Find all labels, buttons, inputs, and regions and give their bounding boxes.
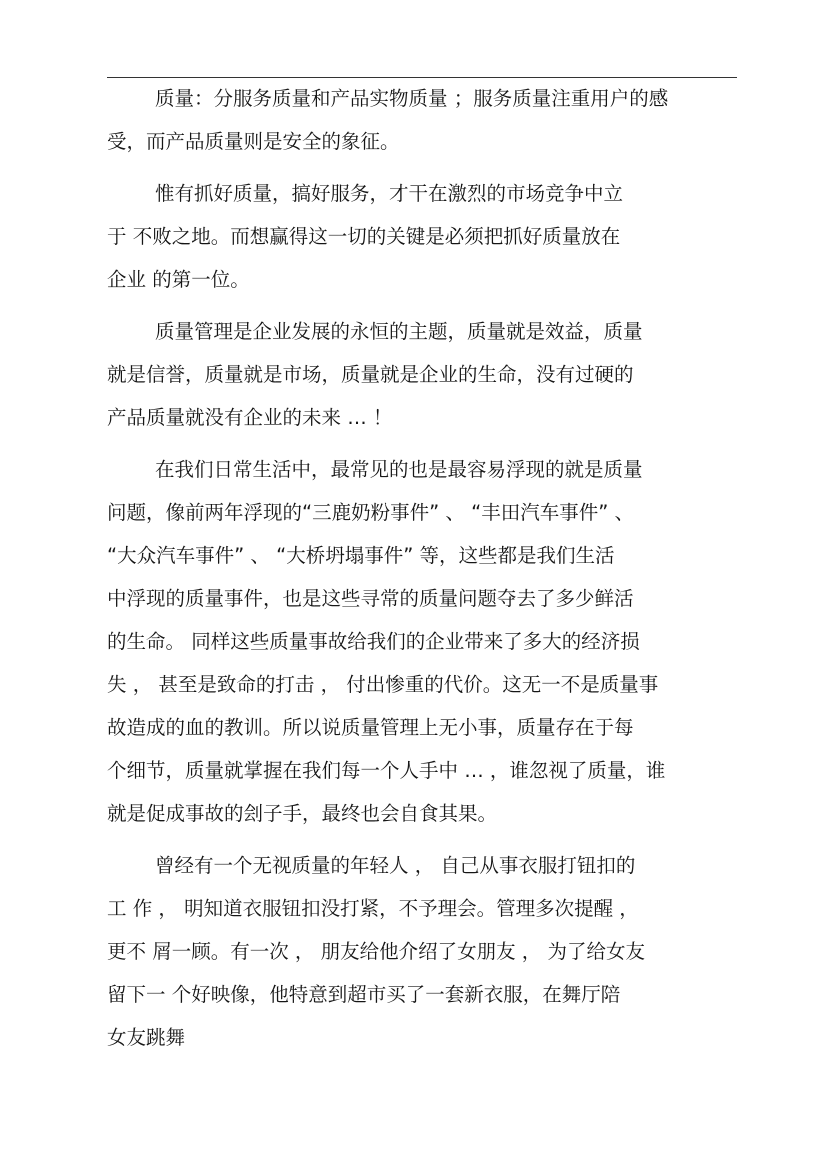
text-line: 中浮现的质量事件，也是这些寻常的质量问题夺去了多少鲜活 <box>107 587 634 610</box>
text-line: 于 不败之地。而想赢得这一切的关键是必须把抓好质量放在 <box>107 225 621 248</box>
text-line: 惟有抓好质量，搞好服务，才干在激烈的市场竞争中立 <box>155 182 624 205</box>
text-line: 产品质量就没有企业的未来 … ！ <box>107 406 393 429</box>
text-line: 问题，像前两年浮现的“三鹿奶粉事件” 、 “丰田汽车事件” 、 <box>107 501 635 524</box>
text-line: 留下一 个好映像，他特意到超市买了一套新衣服，在舞厅陪 <box>107 983 621 1006</box>
text-line: 质量管理是企业发展的永恒的主题，质量就是效益，质量 <box>155 320 643 343</box>
text-line: 个细节，质量就掌握在我们每一个人手中 … ，谁忽视了质量，谁 <box>107 759 666 782</box>
text-line: 失 ， 甚至是致命的打击 ， 付出惨重的代价。这无一不是质量事 <box>107 673 659 696</box>
text-line: 的生命。 同样这些质量事故给我们的企业带来了多大的经济损 <box>107 630 640 653</box>
text-line: 就是信誉，质量就是市场，质量就是企业的生命，没有过硬的 <box>107 363 634 386</box>
text-line: 故造成的血的教训。所以说质量管理上无小事，质量存在于每 <box>107 716 634 739</box>
text-line: 曾经有一个无视质量的年轻人 ， 自己从事衣服打钮扣的 <box>155 854 636 877</box>
text-line: 企业 的第一位。 <box>107 268 250 291</box>
text-line: 女友跳舞 <box>107 1026 186 1049</box>
text-line: 工 作 ， 明知道衣服钮扣没打紧，不予理会。管理多次提醒 ， <box>107 897 639 920</box>
text-line: 在我们日常生活中，最常见的也是最容易浮现的就是质量 <box>155 458 643 481</box>
text-line: 质量：分服务质量和产品实物质量 ；服务质量注重用户的感 <box>155 87 669 110</box>
header-rule <box>107 77 737 78</box>
text-line: 受，而产品质量则是安全的象征。 <box>107 130 400 153</box>
text-line: 就是促成事故的刽子手，最终也会自食其果。 <box>107 802 498 825</box>
text-line: 更不 屑一顾。有一次 ， 朋友给他介绍了女朋友 ， 为了给女友 <box>107 940 645 963</box>
text-line: “大众汽车事件” 、 “大桥坍塌事件” 等，这些都是我们生活 <box>107 544 615 567</box>
